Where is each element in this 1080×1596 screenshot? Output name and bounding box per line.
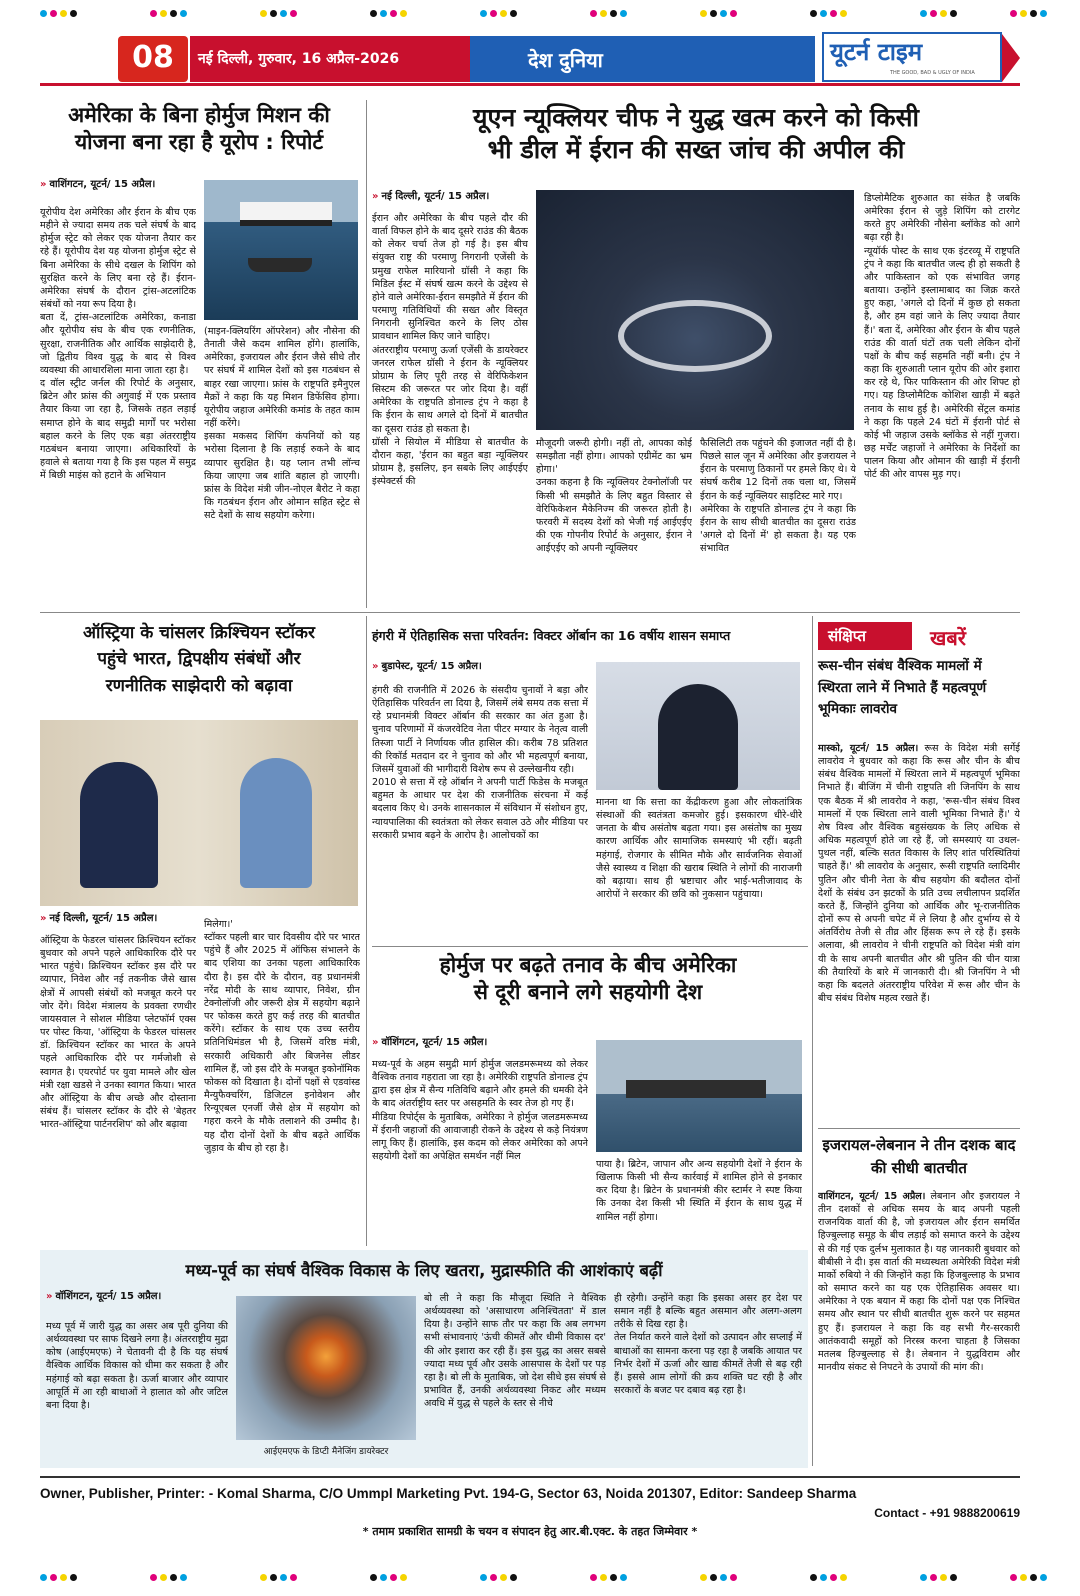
registration-dot <box>60 10 67 17</box>
registration-marks-top <box>0 10 1080 20</box>
registration-dot <box>160 10 167 17</box>
a1-dateline: » वाशिंगटन, यूटर्न/ 15 अप्रैल। <box>40 179 156 190</box>
registration-dot <box>840 10 847 17</box>
a6-photo-explosion <box>236 1296 416 1440</box>
a1-photo-warship <box>204 180 358 320</box>
registration-dot <box>920 10 927 17</box>
a6-col2: बो ली ने कहा कि मौजूदा स्थिति ने वैश्विक अर्थव्यवस्था को 'असाधारण अनिश्चितता' में डाल दिया है। उन्होंने साफ तौर पर कहा कि अब लगभग सभी संभावनाएं 'ऊंची कीमतें और धीमी विकास दर' की ओर इशारा कर रही हैं। इस युद्ध का असर सबसे ज्यादा मध्य पूर्व और उसके आसपास के देशों पर पड़ रहा है। बो ली के मुताबिक, जो देश सीधे इस संघर्ष से प्रभावित हैं, उनकी अर्थव्यवस्था निकट और मध्यम अवधि में युद्ध से पहले के स्तर से नीचे <box>424 1293 606 1410</box>
registration-dot <box>170 1574 177 1581</box>
registration-dot <box>1040 10 1047 17</box>
a4-col2: मानना था कि सत्ता का केंद्रीकरण हुआ और लोकतांत्रिक संस्थाओं की स्वतंत्रता कमजोर हुई। इसकारण धीरे-धीरे जनता के बीच असंतोष बढ़ता गया। इस असंतोष का मुख्य कारण आर्थिक और सामाजिक समस्याएं भी रहीं। बढ़ती महंगाई, रोजगार के सीमित मौके और सार्वजनिक सेवाओं जैसे स्वास्थ्य व शिक्षा की खराब स्थिति ने लोगों की नाराजगी को बढ़ाया। साथ ही भ्रष्टाचार और भाई-भतीजावाद के आरोपों ने सरकार की छवि को नुकसान पहुंचाया। <box>596 797 802 901</box>
registration-dot <box>490 1574 497 1581</box>
header-arrow <box>1002 34 1020 82</box>
registration-dot <box>290 1574 297 1581</box>
registration-dot <box>500 1574 507 1581</box>
registration-dot <box>620 10 627 17</box>
registration-dot <box>730 1574 737 1581</box>
footer-note: * तमाम प्रकाशित सामग्री के चयन व संपादन हेतु आर.बी.एक्ट. के तहत जिम्मेवार * <box>362 1525 698 1538</box>
divider <box>372 946 808 947</box>
a5-col2: पाया है। ब्रिटेन, जापान और अन्य सहयोगी देशों ने ईरान के खिलाफ किसी भी सैन्य कार्रवाई में शामिल होने से इनकार कर दिया है। ब्रिटेन के प्रधानमंत्री कीर स्टार्मर ने स्पष्ट किया कि उनका देश किसी भी स्थिति में ईरान के साथ युद्ध में शामिल नहीं होगा। <box>596 1159 802 1223</box>
a6-col3: ही रहेगी। उन्होंने कहा कि इसका असर हर देश पर समान नहीं है बल्कि बहुत असमान और अलग-अलग तरीके से दिख रहा है। तेल निर्यात करने वाले देशों को उत्पादन और सप्लाई में बाधाओं का सामना करना पड़ रहा है जबकि आयात पर निर्भर देशों में ऊर्जा और खाद्य कीमतें तेजी से बढ़ रही हैं। इससे आम लोगों की क्रय शक्ति घट रही है और सरकारों के बजट पर दबाव बढ़ रहा है। <box>614 1293 802 1397</box>
divider <box>40 1476 1020 1478</box>
registration-dot <box>50 1574 57 1581</box>
registration-dot <box>590 10 597 17</box>
registration-dot <box>1030 1574 1037 1581</box>
ship-icon <box>240 202 332 226</box>
a1-col2: (माइन-क्लियरिंग ऑपरेशन) और नौसेना की तैनाती जैसे कदम शामिल होंगे। हालांकि, अमेरिका, इजरायल और ईरान जैसे सीधे तौर पर संघर्ष में शामिल देशों को इस गठबंधन से बाहर रखा जाएगा। फ्रांस के राष्ट्रपति इमैनुएल मैक्रों ने कहा कि यह मिशन डिफेंसिव होगा। यूरोपीय जहाज अमेरिकी कमांड के तहत काम नहीं करेंगे। इसका मकसद शिपिंग कंपनियों को यह भरोसा दिलाना है कि लड़ाई रुकने के बाद व्यापार सुरक्षित है। यह प्लान तभी लॉन्च किया जाएगा जब शांति बहाल हो जाएगी। फ्रांस के विदेश मंत्री जीन-नोएल बैरोट ने कहा कि गठबंधन ईरान और ओमान सहित स्ट्रेट से सटे देशों के साथ सहयोग करेगा। <box>204 326 360 522</box>
council-table-icon <box>618 300 772 372</box>
divider <box>818 1128 1020 1129</box>
registration-dot <box>40 10 47 17</box>
registration-dot <box>810 1574 817 1581</box>
a2-col1: ईरान और अमेरिका के बीच पहले दौर की वार्ता विफल होने के बाद दूसरे राउंड की बैठक को लेकर चर्चा तेज हो गई है। इस बीच संयुक्त राष्ट्र की परमाणु निगरानी एजेंसी के प्रमुख राफेल मारियानो ग्रॉसी ने कहा कि मिडिल ईस्ट में संघर्ष खत्म करने के उद्देश्य से होने वाले अमेरिका-ईरान समझौते में ईरान की परमाणु गतिविधियों की सख्त और विस्तृत निगरानी सुनिश्चित करने के लिए ठोस प्रावधान शामिल किए जाने चाहिए। अंतरराष्ट्रीय परमाणु ऊर्जा एजेंसी के डायरेक्टर जनरल राफेल ग्रॉसी ने ईरान के न्यूक्लियर प्रोग्राम के लिए पूरी तरह से वेरिफिकेशन सिस्टम की जरूरत पर जोर दिया है। वहीं अमेरिका के राष्ट्रपति डोनाल्ड ट्रंप ने कहा है कि ईरान के साथ अगले दो दिनों में बातचीत का दूसरा राउंड हो सकता है। ग्रॉसी ने सियोल में मीडिया से बातचीत के दौरान कहा, 'ईरान का बहुत बड़ा न्यूक्लियर प्रोग्राम है, इसलिए, इन सबके लिए आईएईए इंस्पेक्टर्स की <box>372 213 528 488</box>
section-band <box>470 36 815 82</box>
boat-icon <box>248 258 312 272</box>
a5-col1: मध्य-पूर्व के अहम समुद्री मार्ग होर्मुज जलडमरूमध्य को लेकर वैश्विक तनाव गहराता जा रहा है। अमेरिकी राष्ट्रपति डोनाल्ड ट्रंप द्वारा इस क्षेत्र में सैन्य गतिविधि बढ़ाने और हमले की धमकी देने के बाद अंतर्राष्ट्रीय स्तर पर असहमति के स्वर तेज हो गए हैं। मीडिया रिपोर्ट्स के मुताबिक, अमेरिका ने होर्मुज जलडमरूमध्य में ईरानी जहाजों की आवाजाही रोकने के उद्देश्य से कड़े नियंत्रण लागू किए हैं। हालांकि, इस कदम को लेकर अमेरिका को अपने सहयोगी देशों का अपेक्षित समर्थन नहीं मिल <box>372 1059 588 1163</box>
a2-col4: डिप्लोमैटिक शुरुआत का संकेत है जबकि अमेरिका ईरान से जुड़े शिपिंग को टारगेट करते हुए अमेरिकी नौसेना ब्लॉकेड को आगे बढ़ा रही है। न्यूयॉर्क पोस्ट के साथ एक इंटरव्यू में राष्ट्रपति ट्रंप ने कहा कि बातचीत जल्द ही हो सकती है और पाकिस्तान को एक संभावित जगह बताया। उन्होंने इस्लामाबाद का जिक्र करते हुए कहा, 'अगले दो दिनों में कुछ हो सकता है, और हम वहां जाने के लिए ज्यादा तैयार हैं।' बता दें, अमेरिका और ईरान के बीच पहले राउंड की वार्ता घंटों तक चली लेकिन दोनों पक्षों के बीच कई सहमति नहीं बनी। ट्रंप ने कहा कि शुरुआती प्लान यूरोप की ओर इशारा कर रहे थे, फिर पाकिस्तान की ओर शिफ्ट हो गए। यह डिप्लोमैटिक कोशिश खाड़ी में बढ़ते तनाव के साथ हुई है। अमेरिकी सेंट्रल कमांड ने कहा कि पहले 24 घंटों में ईरानी पोर्ट से कोई भी जहाज उसके ब्लॉकेड से नहीं गुजरा। छह मर्चेंट जहाजों ने अमेरिका के निर्देशों का पालन किया और ओमान की खाड़ी में ईरानी पोर्ट की ओर वापस मुड़ गए। <box>864 193 1020 481</box>
registration-dot <box>40 1574 47 1581</box>
a6-dateline: » वॉशिंगटन, यूटर्न/ 15 अप्रैल। <box>46 1291 162 1302</box>
registration-dot <box>510 1574 517 1581</box>
brief-label: संक्षिप्त <box>828 627 866 645</box>
registration-dot <box>170 10 177 17</box>
brief2-dateline: वाशिंगटन, यूटर्न/ 15 अप्रैल। <box>818 1191 926 1202</box>
brief2-text <box>818 1190 1020 1466</box>
brief1-text <box>818 742 1020 1122</box>
registration-dot <box>480 1574 487 1581</box>
ship-icon <box>626 1080 766 1098</box>
masthead <box>40 30 1020 86</box>
brief2-headline: इजरायल-लेबनान ने तीन दशक बाद की सीधी बातचीत <box>822 1136 1016 1178</box>
a4-col1: हंगरी की राजनीति में 2026 के संसदीय चुनावों ने बड़ा और ऐतिहासिक परिवर्तन ला दिया है, जिसमें लंबे समय तक सत्ता में रहे प्रधानमंत्री विक्टर ऑर्बान की सरकार का अंत हुआ है। चुनाव परिणामों में कंजरवेटिव नेता पीटर मग्यार के नेतृत्व वाली तिस्जा पार्टी ने निर्णायक जीत हासिल की। करीब 78 प्रतिशत की रिकॉर्ड मतदान दर ने चुनाव को और भी महत्वपूर्ण बनाया, जिसमें युवाओं की भागीदारी विशेष रूप से उल्लेखनीय रही। 2010 से सत्ता में रहे ऑर्बान ने अपनी पार्टी फिडेस के मजबूत बहुमत के आधार पर देश की राजनीतिक संरचना में कई बदलाव किए थे। उनके शासनकाल में संविधान में संशोधन हुए, न्यायपालिका की स्वतंत्रता को लेकर सवाल उठे और मीडिया पर सरकारी प्रभाव बढ़ने के आरोप है। आलोचकों का <box>372 685 588 841</box>
a4-dateline: » बुडापेस्ट, यूटर्न/ 15 अप्रैल। <box>372 661 482 672</box>
registration-dot <box>830 10 837 17</box>
a2-col3: फैसिलिटी तक पहुंचने की इजाजत नहीं दी है। पिछले साल जून में अमेरिका और इजरायल ने ईरान के परमाणु ठिकानों पर हमले किए थे। ये संघर्ष करीब 12 दिनों तक चला था, जिसमें ईरान के कई न्यूक्लियर साइटिस्ट मारे गए। अमेरिका के राष्ट्रपति डोनाल्ड ट्रंप ने कहा कि ईरान के साथ सीधी बातचीत का दूसरा राउंड 'अगले दो दिनों में' हो सकता है। यह एक संभावित <box>700 438 856 555</box>
a4-photo-orban <box>596 662 800 790</box>
registration-dot <box>280 1574 287 1581</box>
a3-col2: मिलेगा।' स्टॉकर पहली बार चार दिवसीय दौरे पर भारत पहुंचे हैं और 2025 में ऑफिस संभालने के बाद एशिया का उनका पहला आधिकारिक दौरा है। इस दौरे के दौरान, वह प्रधानमंत्री नरेंद्र मोदी के साथ व्यापार, निवेश, ग्रीन टेक्नोलॉजी और जरूरी क्षेत्र में सहयोग बढ़ाने पर फोकस करते हुए कई तरह की बातचीत करेंगे। स्टॉकर के साथ एक उच्च स्तरीय प्रतिनिधिमंडल भी है, जिसमें वरिष्ठ मंत्री, सरकारी अधिकारी और बिजनेस लीडर शामिल हैं, जो इस दौरे के मजबूत इकोनॉमिक फोकस को दिखाता है। दोनों पक्षों से एडवांस्ड मैन्युफैक्चरिंग, डिजिटल इनोवेशन और रिन्यूएबल एनर्जी जैसे क्षेत्र में सहयोग को गहरा करने के मौके तलाशने की उम्मीद है। यह दौरा दोनों देशों के बीच बढ़ते आर्थिक जुड़ाव के बीच हो रहा है। <box>204 919 360 1154</box>
registration-dot <box>950 1574 957 1581</box>
a2-col2: मौजूदगी जरूरी होगी। नहीं तो, आपका कोई समझौता नहीं होगा। आपको एग्रीमेंट का भ्रम होगा।' उनका कहना है कि न्यूक्लियर टेक्नोलॉजी पर किसी भी समझौते के लिए बहुत विस्तार से वेरिफिकेशन मैकेनिज्म की जरूरत होती है। फरवरी में सदस्य देशों को भेजी गई आईएईए की एक गोपनीय रिपोर्ट के अनुसार, ईरान ने आईएईए को अपनी न्यूक्लियर <box>536 438 692 555</box>
registration-dot <box>70 10 77 17</box>
registration-dot <box>700 1574 707 1581</box>
a6-photo-caption: आईएमएफ के डिप्टी मैनेजिंग डायरेक्टर <box>263 1447 389 1457</box>
registration-dot <box>380 1574 387 1581</box>
a2-dateline: » नई दिल्ली, यूटर्न/ 15 अप्रैल। <box>372 191 490 202</box>
registration-dot <box>710 1574 717 1581</box>
registration-dot <box>720 10 727 17</box>
registration-dot <box>820 1574 827 1581</box>
registration-dot <box>380 10 387 17</box>
a5-headline: होर्मुज पर बढ़ते तनाव के बीच अमेरिका से दूरी बनाने लगे सहयोगी देश <box>439 953 737 1004</box>
registration-dot <box>820 10 827 17</box>
registration-dot <box>150 1574 157 1581</box>
divider <box>366 616 367 1246</box>
page-number: 08 <box>132 40 174 75</box>
a3-headline: ऑस्ट्रिया के चांसलर क्रिश्चियन स्टॉकर पहुंचे भारत, द्विपक्षीय संबंधों और रणनीतिक साझेदारी को बढ़ावा <box>83 623 315 696</box>
a3-dateline: » नई दिल्ली, यूटर्न/ 15 अप्रैल। <box>40 913 158 924</box>
registration-dot <box>390 1574 397 1581</box>
registration-dot <box>1020 1574 1027 1581</box>
brief2-body: लेबनान और इजरायल ने तीन दशकों से अधिक समय के बाद अपनी पहली राजनयिक वार्ता की है, जो इजरायल और ईरान समर्थित हिज्बुल्लाह समूह के बीच लड़ाई को समाप्त करने के उद्देश्य से की गई एक दुर्लभ मुलाकात है। यह जानकारी बुधवार को बीबीसी ने दी। इस वार्ता की मध्यस्थता अमेरिकी विदेश मंत्री मार्को रुबियो ने की जिन्होंने कहा कि हिजबुल्लाह के प्रभाव को समाप्त करने का यह एक ऐतिहासिक अवसर था। अमेरिका ने एक बयान में कहा कि दोनों पक्ष एक निश्चित समय और स्थान पर सीधी बातचीत शुरू करने पर सहमत हुए हैं। इजरायल ने कहा कि वह सभी गैर-सरकारी आतंकवादी समूहों को निरस्त्र करना चाहता है जिसका मतलब हिज्बुल्लाह से है। लेबनान ने युद्धविराम और मानवीय संकट से निपटने के उपायों की मांग की। <box>818 1191 1020 1374</box>
person-icon <box>80 762 158 888</box>
brief1-dateline: मास्को, यूटर्न/ 15 अप्रैल। <box>818 743 919 754</box>
issue-dateline: नई दिल्ली, गुरुवार, 16 अप्रैल-2026 <box>198 51 400 67</box>
section-title: देश दुनिया <box>528 48 603 72</box>
divider <box>812 616 813 1466</box>
registration-dot <box>590 1574 597 1581</box>
a3-photo-meeting <box>40 720 358 906</box>
a2-photo-un-council <box>536 190 854 430</box>
registration-dot <box>610 10 617 17</box>
registration-dot <box>920 1574 927 1581</box>
registration-dot <box>490 10 497 17</box>
brand-tagline: THE GOOD, BAD & UGLY OF INDIA <box>890 70 975 76</box>
a2-headline: यूएन न्यूक्लियर चीफ ने युद्ध खत्म करने को किसी भी डील में ईरान की सख्त जांच की अपील की <box>473 103 919 164</box>
person-icon <box>240 758 312 888</box>
a4-headline: हंगरी में ऐतिहासिक सत्ता परिवर्तन: विक्टर ऑर्बान का 16 वर्षीय शासन समाप्त <box>372 628 731 643</box>
registration-dot <box>50 10 57 17</box>
registration-dot <box>510 10 517 17</box>
registration-dot <box>500 10 507 17</box>
footer-contact: Contact - +91 9888200619 <box>874 1506 1020 1520</box>
registration-dot <box>930 1574 937 1581</box>
registration-dot <box>600 10 607 17</box>
registration-dot <box>600 1574 607 1581</box>
registration-dot <box>620 1574 627 1581</box>
registration-dot <box>180 10 187 17</box>
brand-logo: यूटर्न टाइम <box>830 38 923 66</box>
a6-col1: मध्य पूर्व में जारी युद्ध का असर अब पूरी दुनिया की अर्थव्यवस्था पर साफ दिखने लगा है। अंतरराष्ट्रीय मुद्रा कोष (आईएमएफ) ने चेतावनी दी है कि यह संघर्ष वैश्विक आर्थिक विकास को धीमा कर सकता है और महंगाई को बढ़ा सकता है। ऊर्जा बाजार और व्यापार आपूर्ति में आ रही बाधाओं ने हालात को और जटिल बना दिया है। <box>46 1321 228 1411</box>
registration-dot <box>150 10 157 17</box>
registration-dot <box>270 10 277 17</box>
registration-dot <box>480 10 487 17</box>
registration-dot <box>270 1574 277 1581</box>
brief1-headline: रूस-चीन संबंध वैश्विक मामलों में स्थिरता लाने में निभाते हैं महत्वपूर्ण भूमिकाः लावरोव <box>818 658 987 718</box>
brief-label-news: खबरें <box>930 626 966 650</box>
registration-dot <box>710 10 717 17</box>
registration-dot <box>290 10 297 17</box>
person-icon <box>658 684 738 790</box>
registration-dot <box>840 1574 847 1581</box>
a5-photo-tanker <box>596 1040 802 1152</box>
registration-dot <box>610 1574 617 1581</box>
registration-dot <box>830 1574 837 1581</box>
registration-dot <box>60 1574 67 1581</box>
registration-dot <box>1010 1574 1017 1581</box>
registration-dot <box>400 1574 407 1581</box>
registration-dot <box>730 10 737 17</box>
registration-dot <box>260 10 267 17</box>
a1-col1: यूरोपीय देश अमेरिका और ईरान के बीच एक महीने से ज्यादा समय तक चले संघर्ष के बाद होर्मुज स्ट्रेट को लेकर एक योजना तैयार कर रहे हैं। यूरोपीय देश यह योजना होर्मुज स्ट्रेट से बिना अमेरिका के सीधे दखल के शिपिंग को सुरक्षित करने के लिए बना रहे हैं। ईरान-अमेरिका संघर्ष के दौरान ट्रांस-अटलांटिक संबंधों को नया रूप दिया है। बता दें, ट्रांस-अटलांटिक अमेरिका, कनाडा और यूरोपीय संघ के बीच एक रणनीतिक, सुरक्षा, राजनीतिक और आर्थिक साझेदारी है, जो द्वितीय विश्व युद्ध के बाद से विश्व व्यवस्था की आधारशिला माना जाता रहा है। द वॉल स्ट्रीट जर्नल की रिपोर्ट के अनुसार, ब्रिटेन और फ्रांस की अगुवाई में एक प्रस्ताव तैयार किया जा रहा है, जिसके तहत लड़ाई समाप्त होने के बाद समुद्री मार्गों पर भरोसा बहाल करने के लिए एक बड़ा अंतरराष्ट्रीय गठबंधन बनाया जाएगा। अधिकारियों के हवाले से बताया गया है कि इस पहल में समुद्र में बिछी माइंस को हटाने के अभियान <box>40 207 196 482</box>
a5-dateline: » वॉशिंगटन, यूटर्न/ 15 अप्रैल। <box>372 1037 488 1048</box>
registration-dot <box>930 10 937 17</box>
registration-dot <box>700 10 707 17</box>
divider <box>366 100 367 608</box>
registration-dot <box>950 10 957 17</box>
a1-headline: अमेरिका के बिना होर्मुज मिशन की योजना बना रहा है यूरोप : रिपोर्ट <box>68 103 330 154</box>
registration-dot <box>400 10 407 17</box>
registration-dot <box>1010 10 1017 17</box>
registration-dot <box>260 1574 267 1581</box>
registration-dot <box>370 10 377 17</box>
registration-marks-bottom <box>0 1574 1080 1584</box>
registration-dot <box>160 1574 167 1581</box>
brief1-body: रूस के विदेश मंत्री सर्गेई लावरोव ने बुधवार को कहा कि रूस और चीन के बीच संबंध वैश्विक मामलों में स्थिरता लाने में महत्वपूर्ण भूमिका निभाते हैं। बीजिंग में चीनी राष्ट्रपति शी जिनपिंग के साथ एक बैठक में श्री लावरोव ने कहा, 'रूस-चीन संबंध विश्व मामलों में एक स्थिरता लाने वाली भूमिका निभाते हैं।' ये शेष विश्व और वैश्विक बहुसंख्यक के लिए अधिक से अधिक महत्वपूर्ण होते जा रहे हैं, जो समस्याएं या उथल-पुथल नहीं, बल्कि सतत विकास के लिए शांत परिस्थितियां चाहते हैं।' श्री लावरोव के अनुसार, रूसी राष्ट्रपति व्लादिमीर पुतिन और चीनी नेता के बीच सहयोग की बदौलत दोनों देशों के संबंध उन झटकों के प्रति उच्च लचीलापन प्रदर्शित करते हैं, जिन्होंने दुनिया को आर्थिक और भू-राजनीतिक दोनों रूप से अपनी चपेट में ले लिया है और दुर्भाग्य से ये अंतर्विरोध तेजी से तीव्र और हिंसक रूप ले रहे हैं। इसके अलावा, श्री लावरोव ने चीनी राष्ट्रपति को विदेश मंत्री वांग यी के साथ अपनी बातचीत और श्री पुतिन की चीन यात्रा की तैयारियों के बारे में जानकारी दी। श्री जिनपिंग ने भी कहा कि बदलते अंतरराष्ट्रीय परिवेश में रूस और चीन के बीच संबंध विशेष महत्व रखते हैं। <box>818 743 1020 1004</box>
divider <box>40 612 1020 613</box>
footer-imprint: Owner, Publisher, Printer: - Komal Sharma, C/O Ummpl Marketing Pvt. 194-G, Sector 63, Noida 201307, Editor: Sandeep Sharma <box>40 1486 857 1501</box>
registration-dot <box>720 1574 727 1581</box>
registration-dot <box>70 1574 77 1581</box>
a6-headline: मध्य-पूर्व का संघर्ष वैश्विक विकास के लिए खतरा, मुद्रास्फीति की आशंकाएं बढ़ीं <box>185 1261 663 1280</box>
a3-col1: ऑस्ट्रिया के फेडरल चांसलर क्रिश्चियन स्टॉकर बुधवार को अपने पहले आधिकारिक दौरे पर भारत पहुंचे। क्रिश्चियन स्टॉकर इस दौरे पर व्यापार, निवेश और नई तकनीक जैसे खास क्षेत्रों में आपसी संबंधों को मजबूत करने पर जोर देंगे। विदेश मंत्रालय के प्रवक्ता रणधीर जायसवाल ने सोशल मीडिया प्लेटफॉर्म एक्स पर पोस्ट किया, 'ऑस्ट्रिया के फेडरल चांसलर डॉ. क्रिश्चियन स्टॉकर का भारत के अपने पहले आधिकारिक दौरे पर गर्मजोशी से स्वागत है। एयरपोर्ट पर युवा मामले और खेल मंत्री रक्षा खडसे ने उनका स्वागत किया। भारत और ऑस्ट्रिया के बीच अच्छे और दोस्ताना संबंध हैं। चांसलर स्टॉकर के दौरे से 'बेहतर भारत-ऑस्ट्रिया पार्टनरशिप' को और बढ़ावा <box>40 935 196 1131</box>
registration-dot <box>940 1574 947 1581</box>
registration-dot <box>1040 1574 1047 1581</box>
registration-dot <box>1020 10 1027 17</box>
registration-dot <box>940 10 947 17</box>
registration-dot <box>390 10 397 17</box>
registration-dot <box>280 10 287 17</box>
registration-dot <box>180 1574 187 1581</box>
registration-dot <box>370 1574 377 1581</box>
registration-dot <box>1030 10 1037 17</box>
registration-dot <box>810 10 817 17</box>
